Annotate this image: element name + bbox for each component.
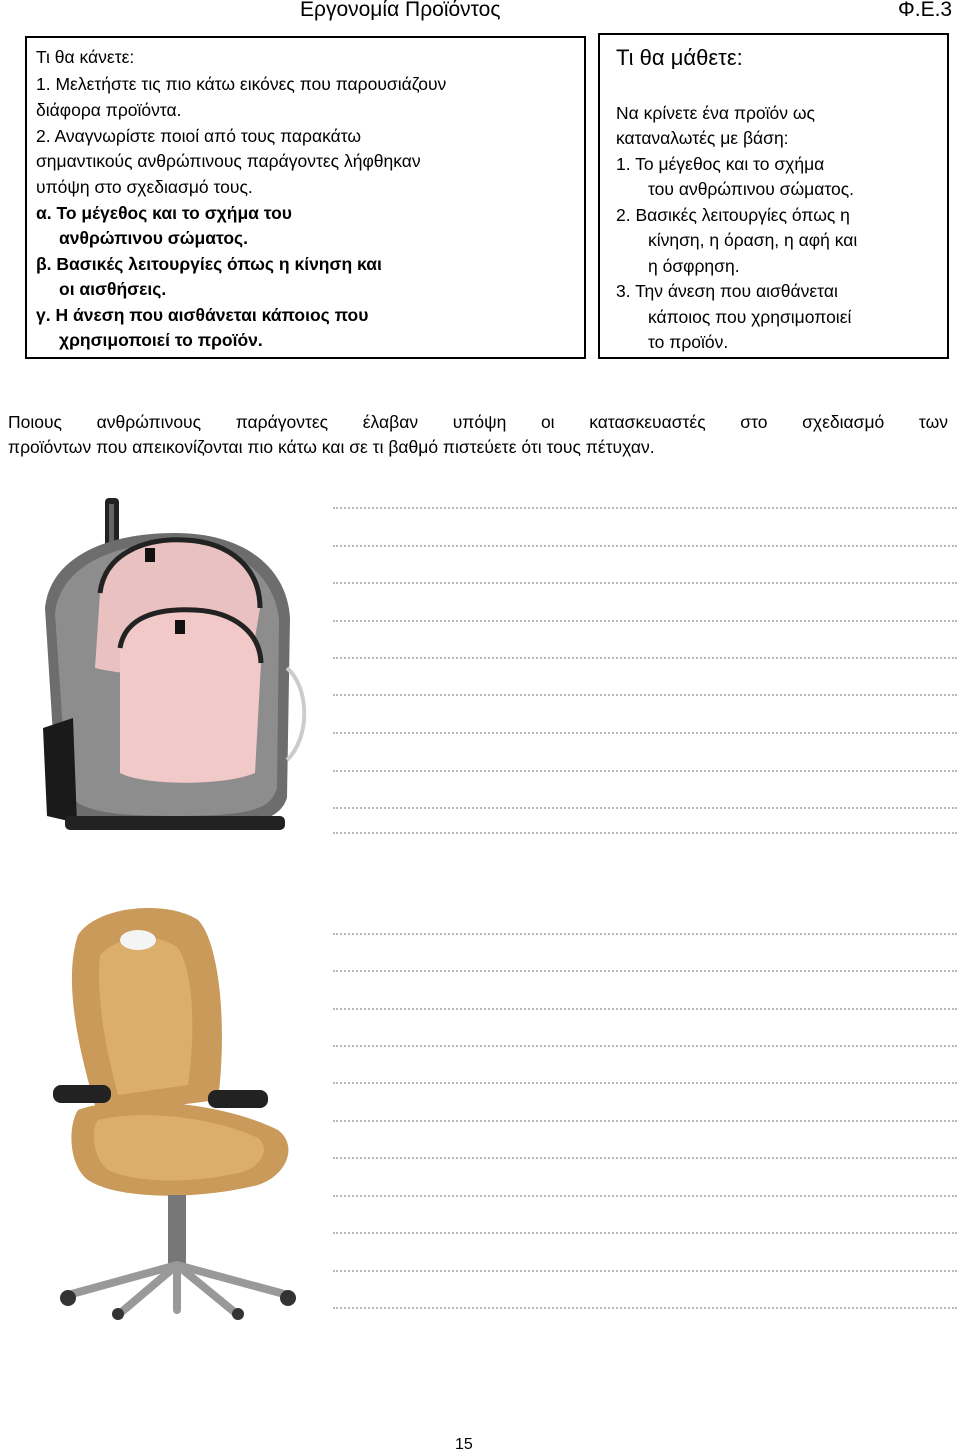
task-line: ανθρώπινου σώματος. <box>59 228 248 248</box>
page-number: 15 <box>455 1436 473 1453</box>
tasks-heading: Τι θα κάνετε: <box>36 47 135 67</box>
task-line: γ. Η άνεση που αισθάνεται κάποιος που <box>36 305 369 325</box>
task-line: 2. Αναγνωρίστε ποιοί από τους παρακάτω <box>36 126 362 146</box>
answer-line[interactable] <box>333 970 957 972</box>
learn-line: το προϊόν. <box>648 332 729 352</box>
tasks-box <box>25 36 586 359</box>
answer-line[interactable] <box>333 807 957 809</box>
answer-line[interactable] <box>333 933 957 935</box>
answer-line[interactable] <box>333 770 957 772</box>
question-line-2: προϊόντων που απεικονίζονται πιο κάτω και σε τι βαθμό πιστεύετε ότι τους πέτυχαν. <box>8 437 655 457</box>
task-line: υπόψη στο σχεδιασμό τους. <box>36 177 253 197</box>
page-title: Εργονομία Προϊόντος <box>300 0 501 21</box>
learn-line: 3. Την άνεση που αισθάνεται <box>616 281 838 301</box>
learn-line: Να κρίνετε ένα προϊόν ως <box>616 103 815 123</box>
task-line: α. Το μέγεθος και το σχήμα του <box>36 203 292 223</box>
answer-line[interactable] <box>333 657 957 659</box>
answer-line[interactable] <box>333 1120 957 1122</box>
answer-line[interactable] <box>333 582 957 584</box>
answer-line[interactable] <box>333 545 957 547</box>
task-line: β. Βασικές λειτουργίες όπως η κίνηση και <box>36 254 382 274</box>
worksheet-code: Φ.Ε.3 <box>898 0 953 21</box>
answer-line[interactable] <box>333 732 957 734</box>
answer-line[interactable] <box>333 1157 957 1159</box>
answer-line[interactable] <box>333 1008 957 1010</box>
learn-line: του ανθρώπινου σώματος. <box>648 179 855 199</box>
answer-line[interactable] <box>333 1045 957 1047</box>
answer-line[interactable] <box>333 1270 957 1272</box>
task-line: 1. Μελετήστε τις πιο κάτω εικόνες που παρουσιάζουν <box>36 74 447 94</box>
answer-line[interactable] <box>333 1232 957 1234</box>
answer-line[interactable] <box>333 1082 957 1084</box>
task-line: χρησιμοποιεί το προϊόν. <box>59 330 263 350</box>
learn-line: 2. Βασικές λειτουργίες όπως η <box>616 205 850 225</box>
learn-heading: Τι θα μάθετε: <box>616 45 743 70</box>
answer-line[interactable] <box>333 1195 957 1197</box>
learn-box <box>598 33 949 359</box>
learn-line: κίνηση, η όραση, η αφή και <box>648 230 858 250</box>
backpack-image <box>25 498 325 838</box>
learn-line: καταναλωτές με βάση: <box>616 128 789 148</box>
question-line-1: Ποιους ανθρώπινους παράγοντες έλαβαν υπόψη οι κατασκευαστές στο σχεδιασμό των <box>8 412 948 432</box>
answer-line[interactable] <box>333 620 957 622</box>
task-line: οι αισθήσεις. <box>59 279 167 299</box>
answer-line[interactable] <box>333 832 957 834</box>
answer-line[interactable] <box>333 694 957 696</box>
answer-line[interactable] <box>333 507 957 509</box>
learn-line: η όσφρηση. <box>648 256 740 276</box>
task-line: διάφορα προϊόντα. <box>36 100 182 120</box>
learn-line: κάποιος που χρησιμοποιεί <box>648 307 852 327</box>
question-text <box>8 410 948 460</box>
chair-image <box>38 900 330 1320</box>
task-line: σημαντικούς ανθρώπινους παράγοντες λήφθηκαν <box>36 151 421 171</box>
answer-line[interactable] <box>333 1307 957 1309</box>
learn-line: 1. Το μέγεθος και το σχήμα <box>616 154 825 174</box>
